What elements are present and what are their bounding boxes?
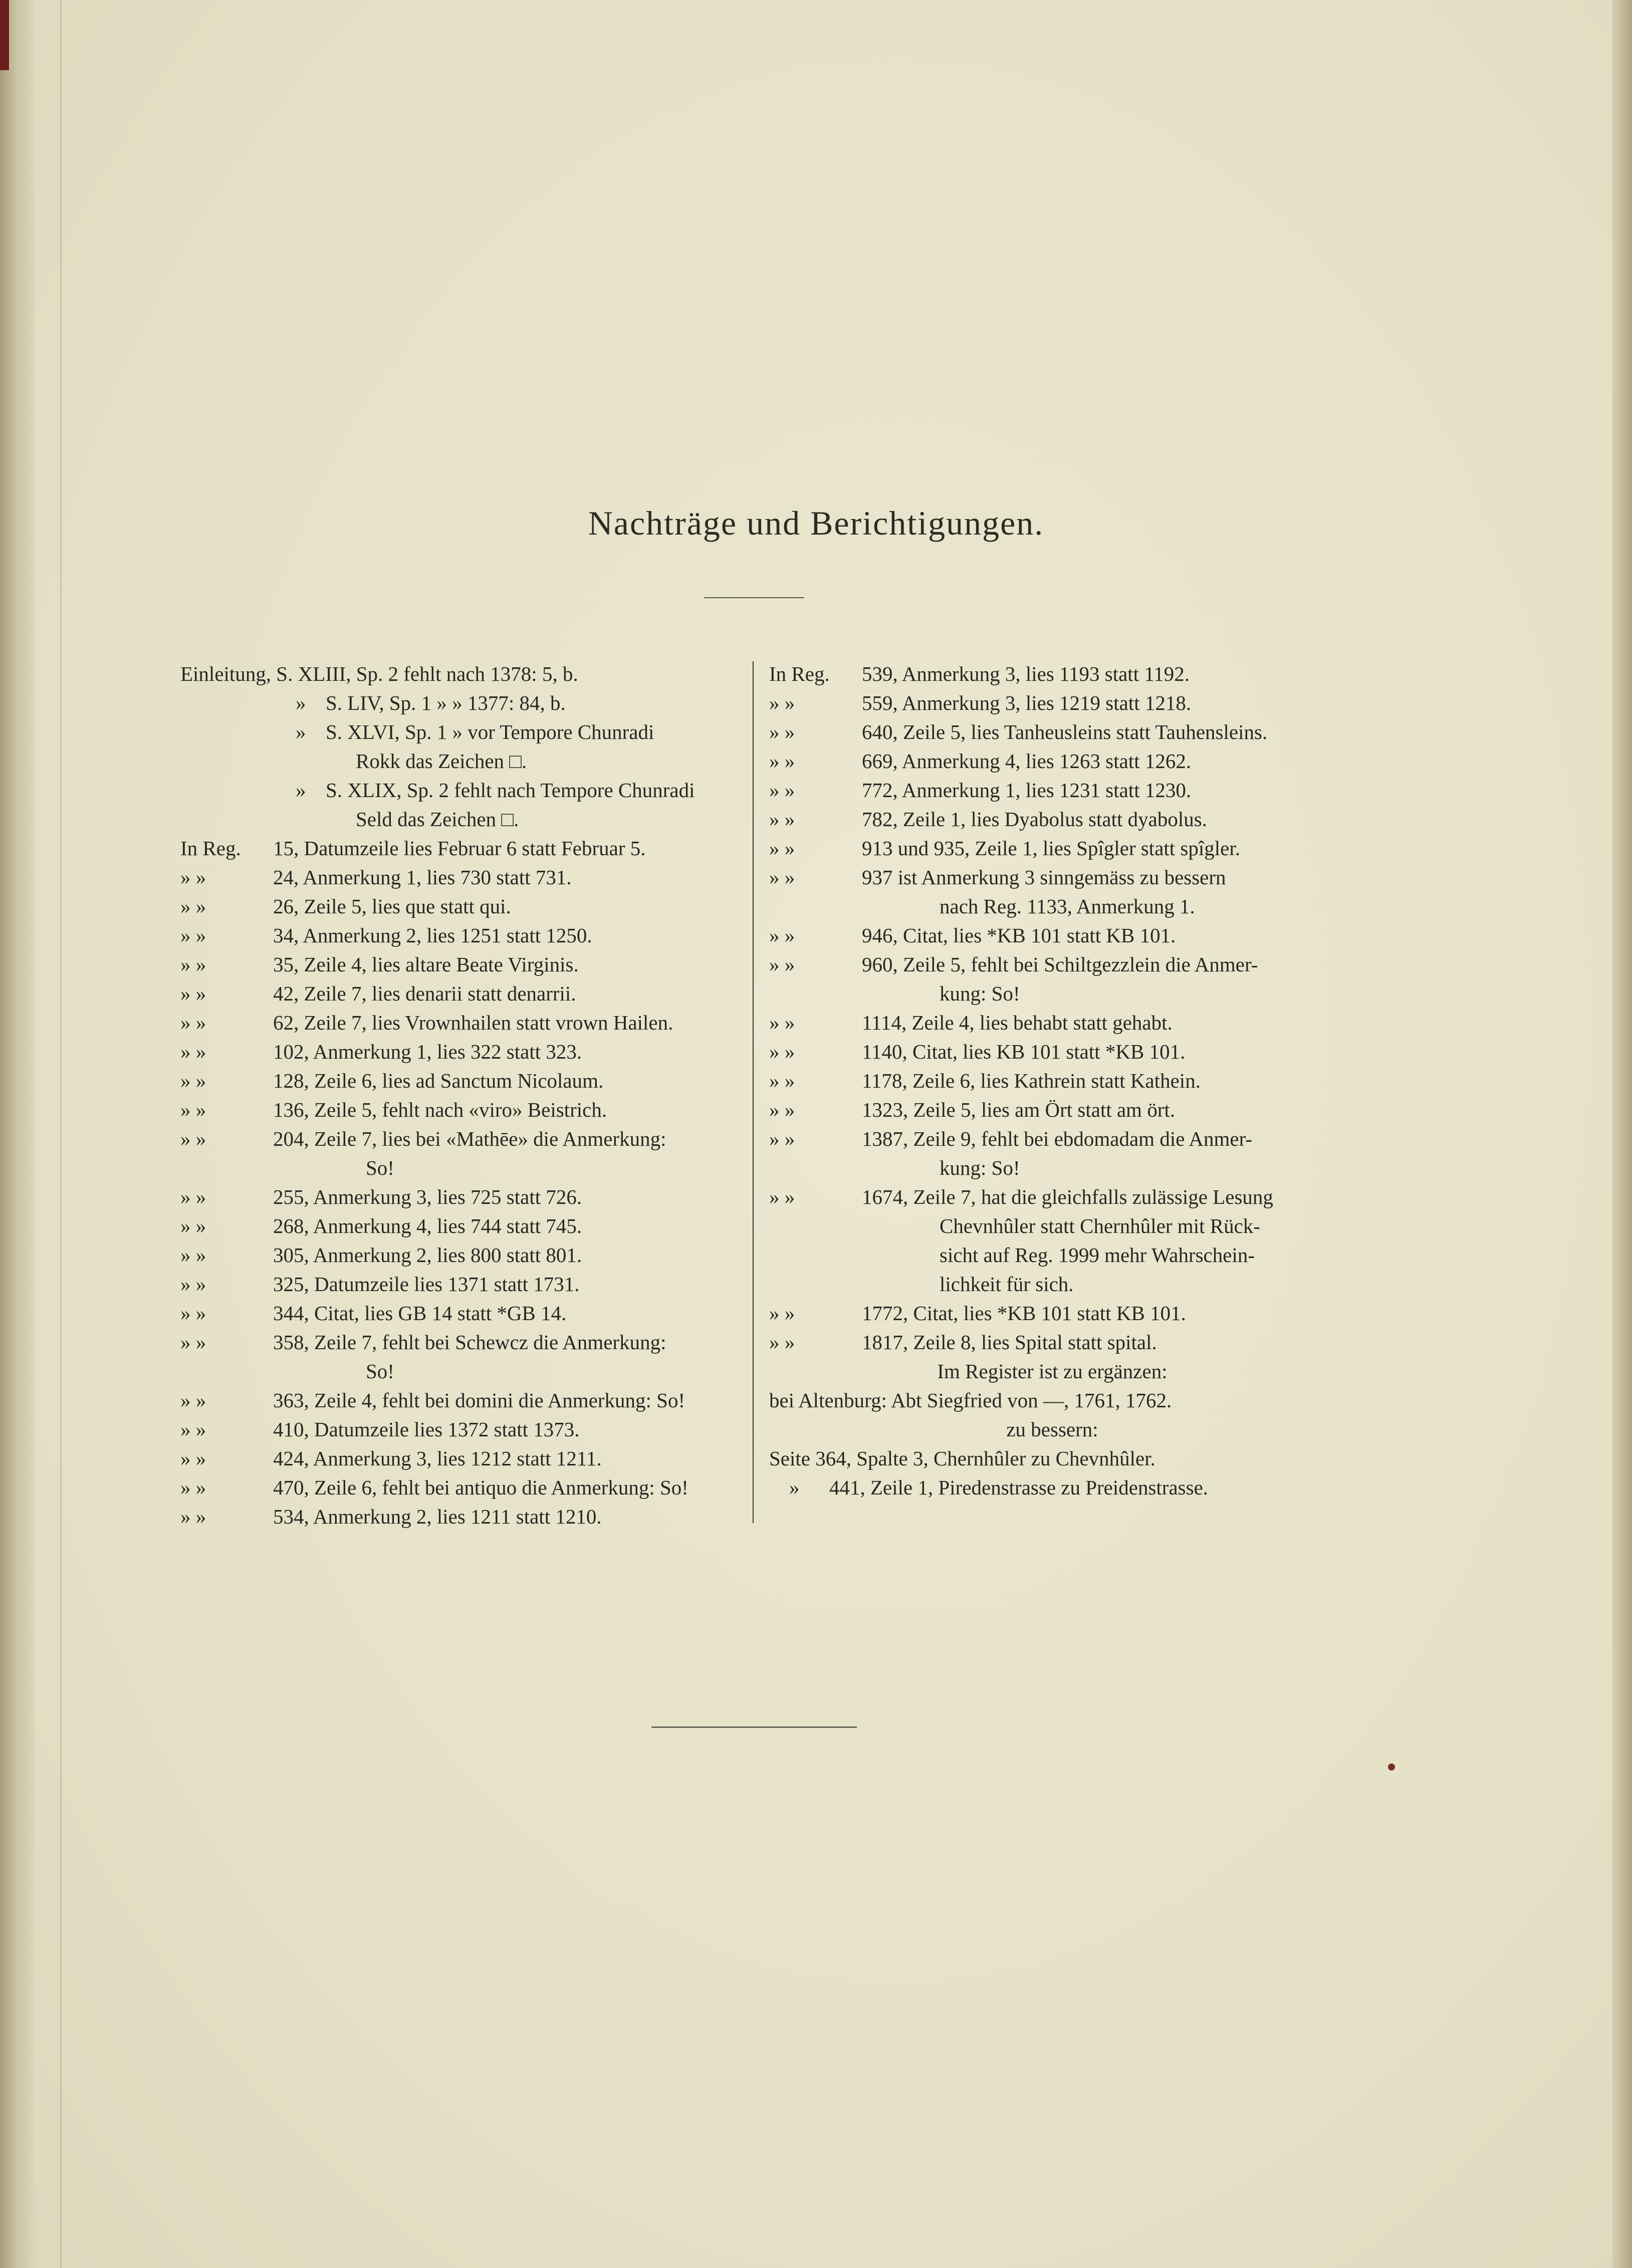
entry-ref: » »	[180, 1011, 206, 1034]
entry-line	[180, 1299, 742, 1328]
entry-text: 1140, Citat, lies KB 101 statt *KB 101.	[862, 1040, 1186, 1063]
entry-text: 1114, Zeile 4, lies behabt statt gehabt.	[862, 1011, 1173, 1034]
entry-ref: » »	[769, 691, 795, 714]
entry-text: 1817, Zeile 8, lies Spital statt spital.	[862, 1331, 1157, 1354]
entry-ref: » »	[769, 924, 795, 947]
entry-ref: » »	[180, 1214, 206, 1237]
entry-line	[769, 1299, 1335, 1328]
entry-ref: » »	[769, 837, 795, 860]
entry-ref: » »	[769, 1040, 795, 1063]
entry-line	[180, 1415, 742, 1444]
entry-line	[180, 1357, 742, 1386]
entry-line	[769, 1037, 1335, 1066]
entry-text: 102, Anmerkung 1, lies 322 statt 323.	[273, 1040, 582, 1063]
entry-ref: » »	[180, 1098, 206, 1121]
page-right-edge	[1612, 0, 1632, 2268]
entry-line	[769, 863, 1335, 892]
entry-ref: » »	[769, 1302, 795, 1325]
entry-line	[180, 1211, 742, 1240]
entry-line	[180, 950, 742, 979]
entry-line	[180, 1124, 742, 1153]
entry-line	[180, 1037, 742, 1066]
left-entry-list	[180, 834, 742, 1531]
entry-text: 15, Datumzeile lies Februar 6 statt Februar 5.	[273, 837, 646, 860]
entry-ref: » »	[769, 779, 795, 802]
entry-continuation	[769, 1153, 1335, 1182]
entry-line	[769, 688, 1335, 717]
entry-line	[769, 1182, 1335, 1211]
entry-continuation: Seld das Zeichen □.	[356, 808, 519, 831]
entry-text: 559, Anmerkung 3, lies 1219 statt 1218.	[862, 691, 1192, 714]
closing-rule	[651, 1726, 857, 1728]
entry-ref: » »	[180, 1302, 206, 1325]
entry-ref: » »	[180, 1476, 206, 1499]
entry-ref: » »	[180, 1505, 206, 1528]
entry-text: 26, Zeile 5, lies que statt qui.	[273, 895, 511, 918]
entry-line	[180, 1473, 742, 1502]
entry-line	[180, 1182, 742, 1211]
entry-continuation	[769, 1240, 1335, 1270]
entry-ref: » »	[180, 1069, 206, 1092]
entry-continuation	[769, 1270, 1335, 1299]
page-title: Nachträge und Berichtigungen.	[588, 504, 1044, 542]
entry-line	[769, 746, 1335, 776]
entry-text: 35, Zeile 4, lies altare Beate Virginis.	[273, 953, 579, 976]
entry-line: » S. XLIX, Sp. 2 fehlt nach Tempore Chunradi	[296, 779, 695, 802]
entry-line	[769, 805, 1335, 834]
entry-text: 62, Zeile 7, lies Vrownhailen statt vrown Hailen.	[273, 1011, 673, 1034]
title-rule	[704, 597, 804, 598]
entry-text: lichkeit für sich.	[940, 1273, 1074, 1296]
register-entry: bei Altenburg: Abt Siegfried von —, 1761, 1762.	[769, 1389, 1172, 1412]
entry-text: 42, Zeile 7, lies denarii statt denarrii.	[273, 982, 576, 1005]
entry-line	[180, 1502, 742, 1531]
entry-line: » S. XLVI, Sp. 1 » vor Tempore Chunradi	[296, 720, 654, 743]
bessern-heading: zu bessern:	[1006, 1418, 1098, 1441]
entry-line	[180, 1153, 742, 1182]
entry-line	[769, 834, 1335, 863]
entry-text: 255, Anmerkung 3, lies 725 statt 726.	[273, 1185, 582, 1208]
entry-text: 1323, Zeile 5, lies am Ört statt am ört.	[862, 1098, 1176, 1121]
entry-text: 1178, Zeile 6, lies Kathrein statt Kathein.	[862, 1069, 1201, 1092]
entry-ref: » »	[769, 808, 795, 831]
entry-line	[769, 921, 1335, 950]
entry-text: 358, Zeile 7, fehlt bei Schewcz die Anmerkung:	[273, 1331, 666, 1354]
right-column	[769, 659, 1335, 1502]
ink-dot	[1388, 1763, 1395, 1771]
entry-text: 1387, Zeile 9, fehlt bei ebdomadam die Anmer-	[862, 1127, 1253, 1150]
entry-line	[180, 834, 742, 863]
entry-line: » S. LIV, Sp. 1 » » 1377: 84, b.	[296, 691, 566, 714]
entry-continuation	[769, 979, 1335, 1008]
entry-ref: » »	[180, 1040, 206, 1063]
entry-line	[180, 1095, 742, 1124]
entry-text: So!	[366, 1156, 394, 1179]
entry-text: 344, Citat, lies GB 14 statt *GB 14.	[273, 1302, 567, 1325]
entry-text: 534, Anmerkung 2, lies 1211 statt 1210.	[273, 1505, 602, 1528]
left-column	[180, 659, 742, 1531]
entry-ref: » »	[769, 1069, 795, 1092]
entry-line	[180, 1008, 742, 1037]
entry-text: 782, Zeile 1, lies Dyabolus statt dyabolus.	[862, 808, 1207, 831]
entry-ref: In Reg.	[769, 662, 830, 685]
entry-ref: » »	[180, 866, 206, 889]
entry-line	[769, 1008, 1335, 1037]
entry-ref: » »	[180, 924, 206, 947]
entry-line	[180, 1240, 742, 1270]
entry-line	[180, 979, 742, 1008]
entry-line	[769, 950, 1335, 979]
entry-text: 204, Zeile 7, lies bei «Mathēe» die Anmerkung:	[273, 1127, 666, 1150]
entry-text: 24, Anmerkung 1, lies 730 statt 731.	[273, 866, 572, 889]
entry-ref: » »	[180, 1447, 206, 1470]
entry-text: kung: So!	[940, 982, 1020, 1005]
entry-ref: » »	[180, 1185, 206, 1208]
entry-line	[769, 1066, 1335, 1095]
entry-line	[180, 921, 742, 950]
entry-line	[180, 892, 742, 921]
entry-line	[769, 717, 1335, 746]
entry-ref: » »	[769, 720, 795, 743]
entry-ref: » »	[180, 895, 206, 918]
entry-text: 960, Zeile 5, fehlt bei Schiltgezzlein die Anmer-	[862, 953, 1258, 976]
entry-text: 305, Anmerkung 2, lies 800 statt 801.	[273, 1243, 582, 1267]
entry-text: 325, Datumzeile lies 1371 statt 1731.	[273, 1273, 580, 1296]
entry-text: 470, Zeile 6, fehlt bei antiquo die Anmerkung: So!	[273, 1476, 688, 1499]
entry-line	[180, 863, 742, 892]
entry-text: 1674, Zeile 7, hat die gleichfalls zulässige Lesung	[862, 1185, 1273, 1208]
entry-ref: » »	[769, 1127, 795, 1150]
entry-text: kung: So!	[940, 1156, 1020, 1179]
page-fold	[60, 0, 62, 2268]
entry-text: 136, Zeile 5, fehlt nach «viro» Beistrich.	[273, 1098, 607, 1121]
entry-ref: » »	[769, 1331, 795, 1354]
entry-text: 937 ist Anmerkung 3 sinngemäss zu bessern	[862, 866, 1226, 889]
entry-continuation	[769, 892, 1335, 921]
entry-line	[769, 1124, 1335, 1153]
entry-line	[180, 1328, 742, 1357]
entry-continuation: Rokk das Zeichen □.	[356, 749, 527, 773]
entry-line: Einleitung, S. XLIII, Sp. 2 fehlt nach 1378: 5, b.	[180, 662, 578, 685]
entry-ref: In Reg.	[180, 837, 241, 860]
entry-text: nach Reg. 1133, Anmerkung 1.	[940, 895, 1195, 918]
entry-line	[180, 1066, 742, 1095]
entry-text: Chevnhûler statt Chernhûler mit Rück-	[940, 1214, 1260, 1237]
bessern-entry: Seite 364, Spalte 3, Chernhûler zu Chevnhûler.	[769, 1447, 1155, 1470]
entry-ref: » »	[180, 1418, 206, 1441]
entry-continuation	[769, 1211, 1335, 1240]
entry-text: 268, Anmerkung 4, lies 744 statt 745.	[273, 1214, 582, 1237]
entry-ref: » »	[180, 1243, 206, 1267]
entry-ref: » »	[769, 866, 795, 889]
entry-text: 946, Citat, lies *KB 101 statt KB 101.	[862, 924, 1176, 947]
entry-line	[180, 1270, 742, 1299]
register-heading: Im Register ist zu ergänzen:	[937, 1360, 1168, 1383]
entry-text: 772, Anmerkung 1, lies 1231 statt 1230.	[862, 779, 1192, 802]
entry-text: 424, Anmerkung 3, lies 1212 statt 1211.	[273, 1447, 602, 1470]
entry-ref: » »	[180, 1331, 206, 1354]
entry-text: sicht auf Reg. 1999 mehr Wahrschein-	[940, 1243, 1255, 1267]
entry-ref: » »	[180, 1127, 206, 1150]
entry-line	[769, 776, 1335, 805]
entry-line	[180, 1444, 742, 1473]
entry-text: 539, Anmerkung 3, lies 1193 statt 1192.	[862, 662, 1190, 685]
entry-line	[769, 1095, 1335, 1124]
bessern-entry: » 441, Zeile 1, Piredenstrasse zu Preidenstrasse.	[789, 1476, 1209, 1499]
entry-text: 128, Zeile 6, lies ad Sanctum Nicolaum.	[273, 1069, 604, 1092]
entry-ref: » »	[769, 1011, 795, 1034]
entry-text: 410, Datumzeile lies 1372 statt 1373.	[273, 1418, 580, 1441]
binding-ribbon	[0, 0, 9, 70]
entry-text: 913 und 935, Zeile 1, lies Spîgler statt spîgler.	[862, 837, 1240, 860]
entry-line	[769, 1328, 1335, 1357]
entry-text: 640, Zeile 5, lies Tanheusleins statt Tauhensleins.	[862, 720, 1268, 743]
entry-line	[769, 659, 1335, 688]
entry-ref: » »	[769, 1185, 795, 1208]
entry-text: 1772, Citat, lies *KB 101 statt KB 101.	[862, 1302, 1186, 1325]
entry-text: 363, Zeile 4, fehlt bei domini die Anmerkung: So!	[273, 1389, 685, 1412]
entry-ref: » »	[769, 953, 795, 976]
entry-text: 669, Anmerkung 4, lies 1263 statt 1262.	[862, 749, 1192, 773]
entry-ref: » »	[180, 953, 206, 976]
column-divider	[753, 661, 754, 1523]
entry-ref: » »	[180, 1273, 206, 1296]
right-entry-list	[769, 659, 1335, 1357]
entry-ref: » »	[769, 1098, 795, 1121]
entry-text: 34, Anmerkung 2, lies 1251 statt 1250.	[273, 924, 592, 947]
entry-ref: » »	[769, 749, 795, 773]
book-spine-edge	[0, 0, 35, 2268]
entry-ref: » »	[180, 982, 206, 1005]
entry-ref: » »	[180, 1389, 206, 1412]
entry-line	[180, 1386, 742, 1415]
entry-text: So!	[366, 1360, 394, 1383]
